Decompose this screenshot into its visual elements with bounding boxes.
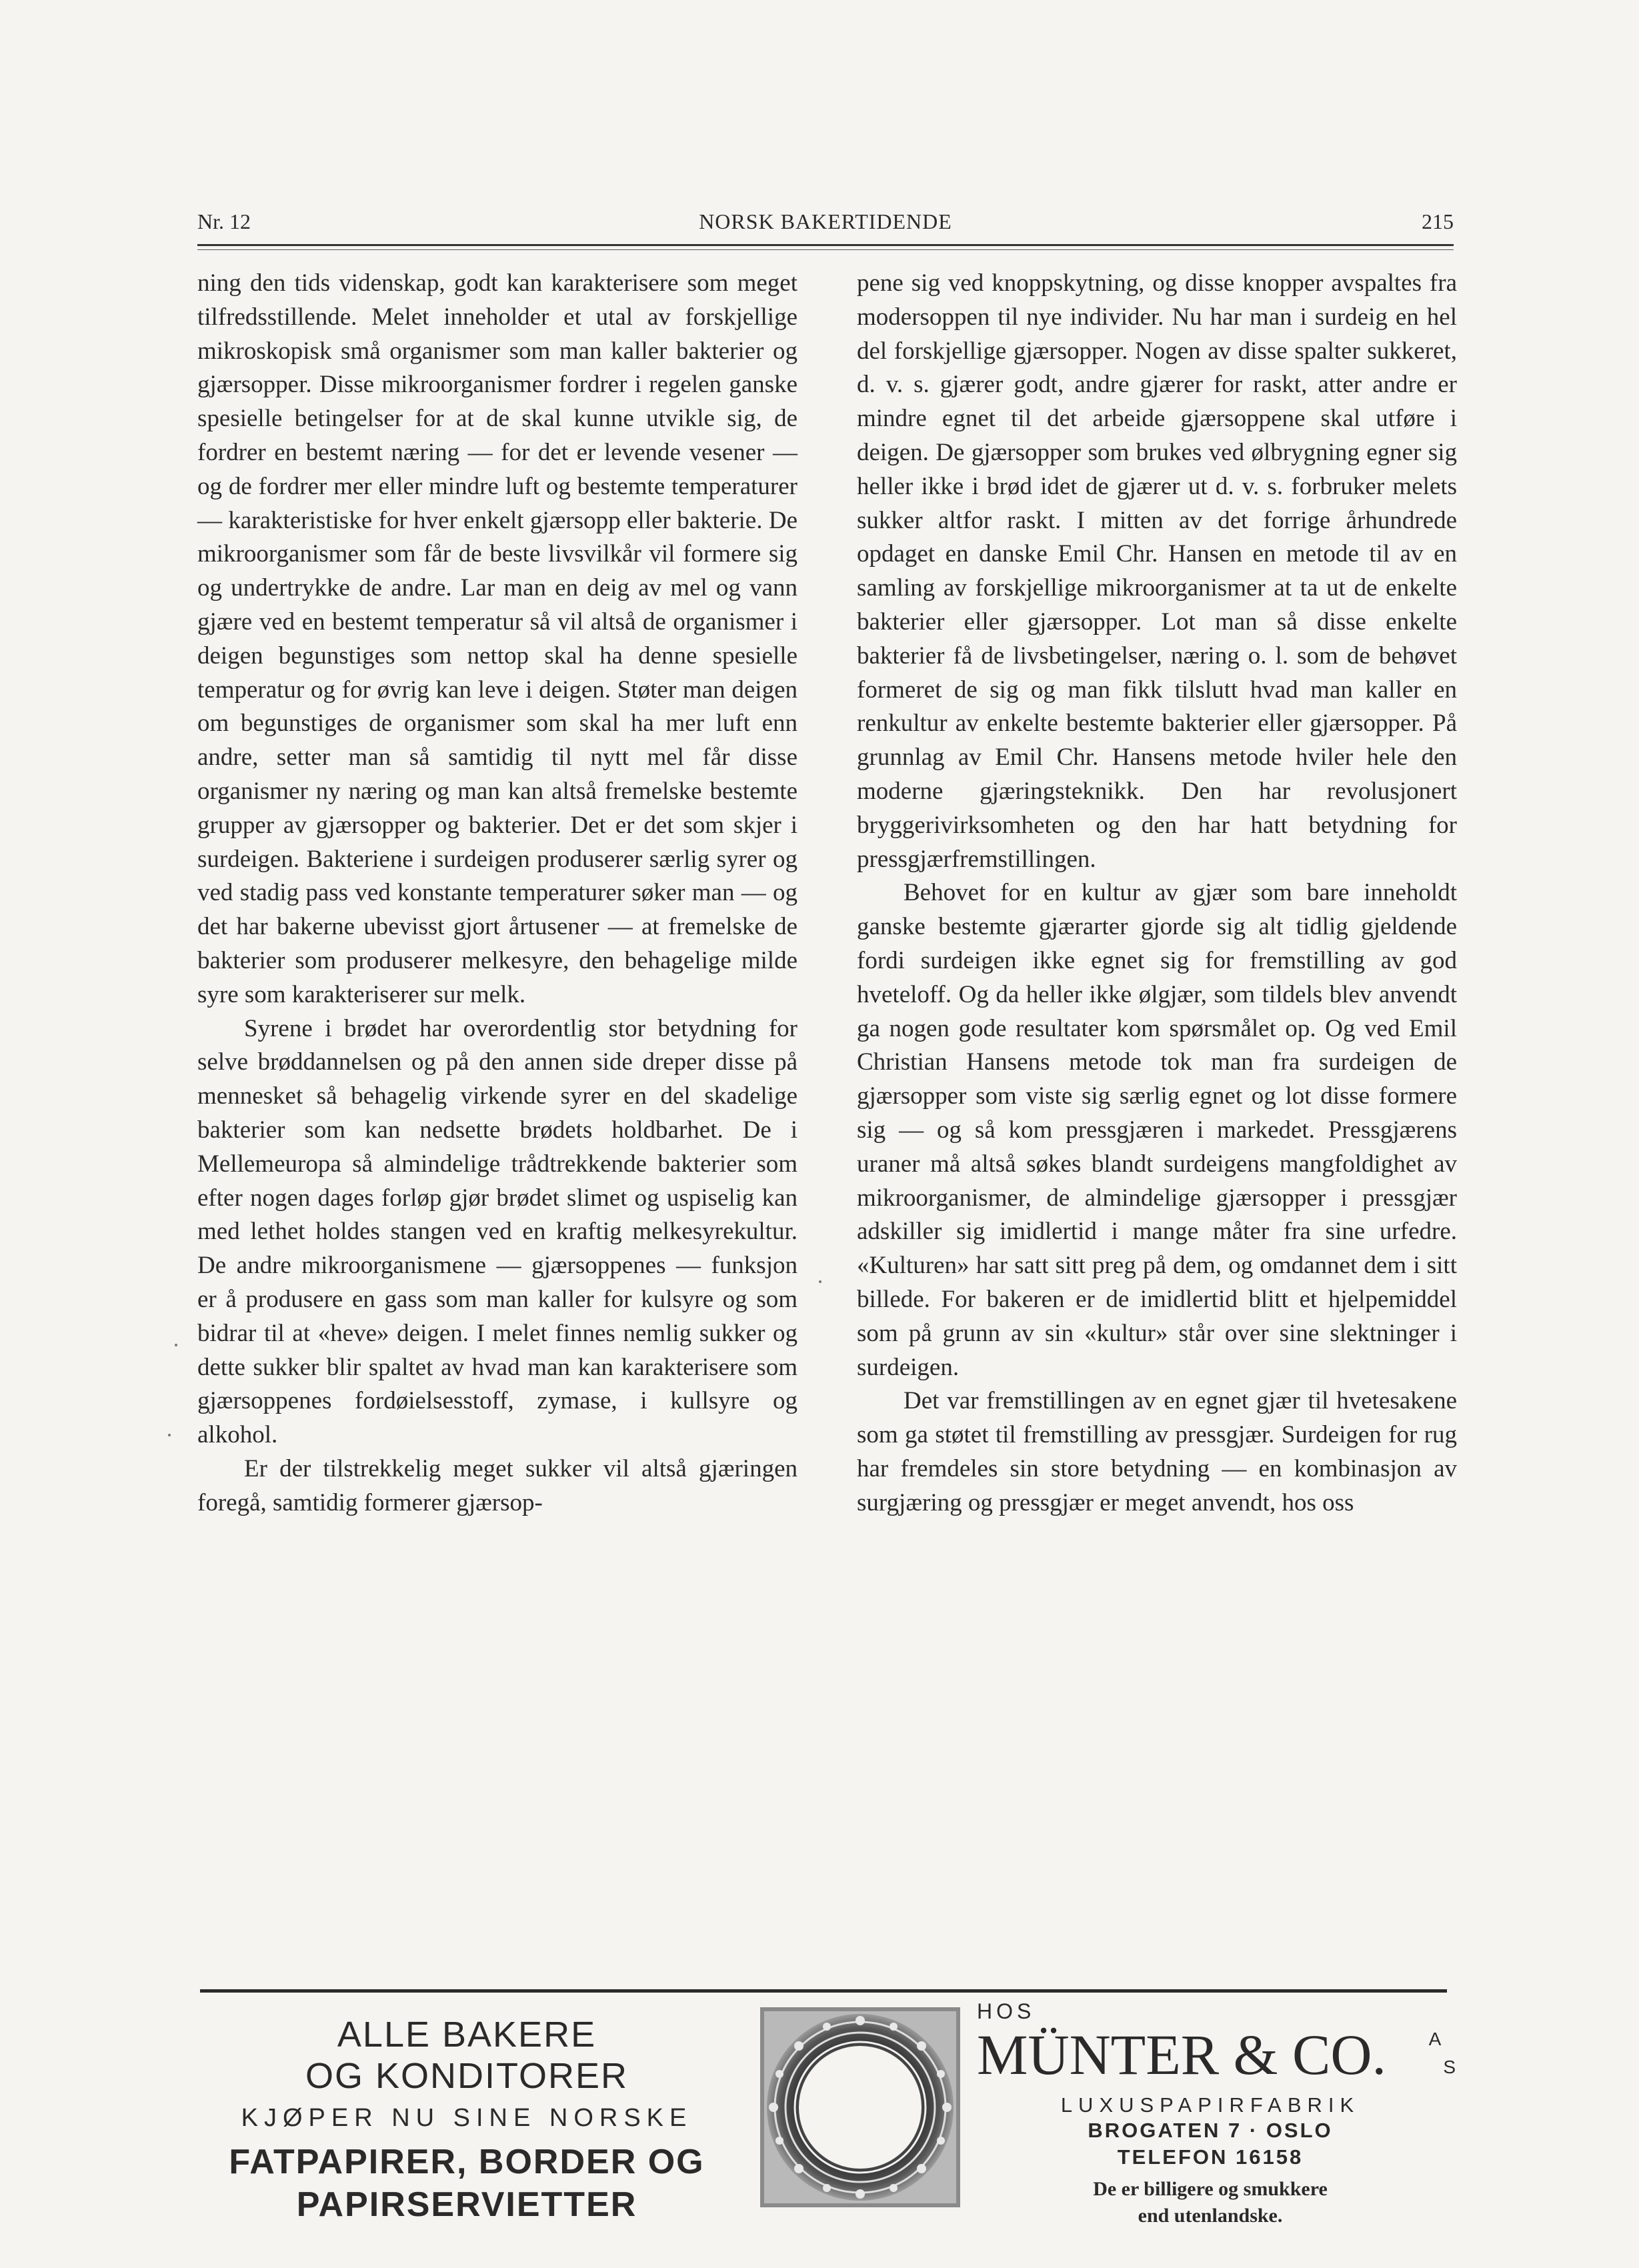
company-address: BROGATEN 7 · OSLO	[1088, 2119, 1333, 2142]
bakers-advert	[193, 2014, 740, 2226]
print-speck	[819, 1280, 822, 1283]
right-paragraph-2: Behovet for en kultur av gjær som bare inneholdt ganske bestemte gjærarter gjorde sig alt tidlig gjeldende fordi surdeigen ikke egnet sig for fremstilling av god hveteloff. Og da heller ikke ølgjær, som tildels blev anvendt ga nogen gode resultater kom spørsmålet op. Og ved Emil Christian Hansens metode tok man fra surdeigen de gjærsopper som viste sig særlig egnet og lot disse formere sig — og så kom pressgjæren i markedet. Pressgjærens uraner må altså søkes blandt surdeigens mangfoldighet av mikroorganismer, de almindelige gjærsopper i pressgjær adskiller sig imidlertid i mange måter fra sine urfedre. «Kulturen» har satt sitt preg på dem, og omdannet dem i sitt billede. For bakeren er de imidlertid blitt et hjelpemiddel som på grunn av sin «kultur» står over sine slektninger i surdeigen.	[857, 879, 1457, 1381]
print-speck	[168, 1434, 171, 1436]
right-column	[857, 267, 1457, 1520]
company-phone: TELEFON 16158	[1117, 2145, 1304, 2169]
doily-ornament-icon	[760, 2007, 960, 2207]
issue-number: Nr. 12	[197, 209, 251, 233]
left-paragraph-1: ning den tids videnskap, godt kan karakterisere som meget tilfredsstillende. Melet inneholder et utal av forskjellige mikroskopisk små organismer som man kaller bakterier og gjærsopper. Disse mikroorganismer fordrer i regelen ganske spesielle betingelser for at de skal kunne utvikle sig, de fordrer en bestemt næring — for det er levende vesener — og de fordrer mer eller mindre luft og bestemte temperaturer — karakteristiske for hver enkelt gjærsopp eller bakterie. De mikroorganismer som får de beste livsvilkår vil formere sig og undertrykke de andre. Lar man en deig av mel og vann gjære ved en bestemt temperatur så vil altså de organismer i deigen begunstiges som nettop skal ha denne spesielle temperatur og for øvrig kan leve i deigen. Støter man deigen om begunstiges de organismer som skal ha mer luft enn andre, setter man så samtidig til nytt mel får disse organismer ny næring og man kan altså fremelske bestemte grupper av gjærsopper og bakterier. Det er det som skjer i surdeigen. Bakteriene i surdeigen produserer særlig syrer og ved stadig pass ved konstante temperaturer søker man — og det har bakerne ubevisst gjort årtusener — at fremelske de bakterier som produserer melkesyre, den behagelige milde syre som karakteriserer sur melk.	[197, 269, 797, 1008]
header-rule	[197, 244, 1454, 246]
right-paragraph-3: Det var fremstillingen av en egnet gjær til hvetesakene som ga støtet til fremstilling av pressgjær. Surdeigen for rug har fremdeles sin store betydning — en kombinasjon av surgjæring og pressgjær er meget anvendt, hos oss	[857, 1387, 1457, 1516]
advert-line-5: PAPIRSERVIETTER	[296, 2185, 637, 2224]
company-suffix-bottom: S	[1443, 2057, 1456, 2077]
advert-divider	[200, 1989, 1447, 1993]
advert-line-2: OG KONDITORER	[305, 2056, 629, 2096]
left-paragraph-3: Er der tilstrekkelig meget sukker vil altså gjæringen foregå, samtidig formerer gjærsop-	[197, 1454, 797, 1516]
left-column	[197, 267, 797, 1520]
company-tagline-1: De er billigere og smukkere	[1093, 2178, 1328, 2200]
advert-line-3: KJØPER NU SINE NORSKE	[241, 2104, 693, 2132]
journal-title: NORSK BAKERTIDENDE	[699, 209, 952, 233]
advert-line-1: ALLE BAKERE	[337, 2015, 597, 2055]
page-number: 215	[1422, 209, 1454, 233]
advert-hos: HOS	[977, 1999, 1036, 2023]
company-business: LUXUSPAPIRFABRIK	[1060, 2093, 1360, 2117]
company-suffix-top: A	[1428, 2029, 1442, 2049]
right-paragraph-1: pene sig ved knoppskytning, og disse knopper avspaltes fra modersoppen til nye individer. Nu har man i surdeig en hel del forskjellige gjærsopper. Nogen av disse spalter sukkeret, d. v. s. gjærer godt, andre gjærer for raskt, atter andre er mindre egnet til det arbeide gjærsoppene skal utføre i deigen. De gjærsopper som brukes ved ølbrygning egner sig heller ikke i brød idet de gjærer ut d. v. s. forbruker melets sukker altfor raskt. I mitten av det forrige århundrede opdaget en danske Emil Chr. Hansen en metode til av en samling av forskjellige mikroorganismer at ta ut de enkelte bakterier eller gjærsopper. Lot man så disse enkelte bakterier få de livsbetingelser, næring o. l. som de behøvet formeret de sig og man fikk tilslutt hvad man kaller en renkultur av enkelte bestemte bakterier eller gjærsopper. På grunnlag av Emil Chr. Hansens metode hviler hele den moderne gjæringsteknikk. Den har revolusjonert bryggerivirksomheten og den har hatt betydning for pressgjærfremstillingen.	[857, 269, 1457, 873]
print-speck	[175, 1344, 177, 1346]
company-name-text: MÜNTER & CO.	[977, 2023, 1386, 2087]
advert-line-4: FATPAPIRER, BORDER OG	[229, 2143, 705, 2181]
header-rule-thin	[197, 249, 1454, 250]
company-tagline-2: end utenlandske.	[1138, 2205, 1283, 2227]
page-header	[197, 209, 1454, 243]
company-name	[970, 2023, 1456, 2087]
left-paragraph-2: Syrene i brødet har overordentlig stor betydning for selve brøddannelsen og på den annen side dreper disse på mennesket så behagelig virkende syrer en del skadelige bakterier som kan nedsette brødets holdbarhet. De i Mellemeuropa så almindelige trådtrekkende bakterier som efter nogen dages forløp gjør brødet slimet og uspiselig kan med lethet holdes stangen ved en kraftig melkesyrekultur. De andre mikroorganismene — gjærsoppenes — funksjon er å produsere en gass som man kaller for kulsyre og som bidrar til at «heve» deigen. I melet finnes nemlig sukker og dette sukker blir spaltet av hvad man kan karakterisere som gjærsoppenes fordøielsesstoff, zymase, i kullsyre og alkohol.	[197, 1014, 797, 1449]
munter-advert	[970, 1999, 1456, 2229]
